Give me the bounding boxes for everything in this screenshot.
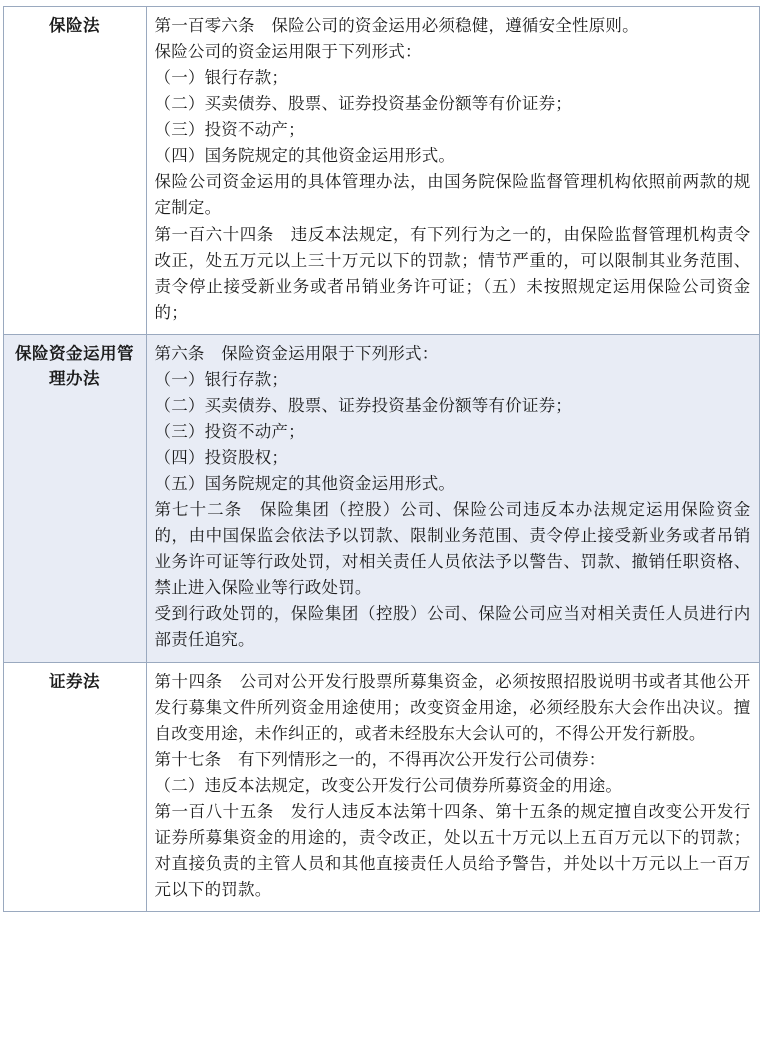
- table-body: [3, 7, 759, 912]
- clause-paragraph: 第一百六十四条 违反本法规定，有下列行为之一的，由保险监督管理机构责令改正，处五万元以上三十万元以下的罚款；情节严重的，可以限制其业务范围、责令停止接受新业务或者吊销业务许可证；（五）未按照规定运用保险公司资金的；: [154, 224, 751, 322]
- table-row: [3, 334, 759, 662]
- clause-paragraph: 第十四条 公司对公开发行股票所募集资金，必须按照招股说明书或者其他公开发行募集文件所列资金用途使用；改变资金用途，必须经股东大会作出决议。擅自改变用途，未作纠正的，或者未经股东大会认可的，不得公开发行新股。: [154, 671, 751, 743]
- clause-paragraph: （五）国务院规定的其他资金运用形式。: [154, 474, 456, 494]
- law-clauses-cell: [146, 662, 759, 912]
- clause-paragraph: 受到行政处罚的，保险集团（控股）公司、保险公司应当对相关责任人员进行内部责任追究。: [154, 604, 751, 650]
- clause-paragraph: 第七十二条 保险集团（控股）公司、保险公司违反本办法规定运用保险资金的，由中国保监会依法予以罚款、限制业务范围、责令停止接受新业务或者吊销业务许可证等行政处罚，对相关责任人员依法予以警告、罚款、撤销任职资格、禁止进入保险业等行政处罚。: [154, 500, 751, 598]
- clause-paragraph: （一）银行存款；: [154, 68, 289, 88]
- law-clauses-cell: [146, 334, 759, 662]
- law-comparison-table: [3, 6, 760, 912]
- table-row: [3, 7, 759, 335]
- law-name-cell: 保险资金运用管理办法: [3, 334, 146, 662]
- law-name-cell: 保险法: [3, 7, 146, 335]
- clause-paragraph: 第十七条 有下列情形之一的，不得再次公开发行公司债券：: [154, 749, 606, 769]
- clause-paragraph: 保险公司的资金运用限于下列形式：: [154, 42, 422, 62]
- clause-paragraph: 第六条 保险资金运用限于下列形式：: [154, 343, 439, 363]
- clause-paragraph: （二）买卖债券、股票、证券投资基金份额等有价证券；: [154, 94, 572, 114]
- clause-paragraph: 保险公司资金运用的具体管理办法，由国务院保险监督管理机构依照前两款的规定制定。: [154, 172, 751, 218]
- clause-paragraph: （二）买卖债券、股票、证券投资基金份额等有价证券；: [154, 395, 572, 415]
- table-row: [3, 662, 759, 912]
- clause-paragraph: 第一百八十五条 发行人违反本法第十四条、第十五条的规定擅自改变公开发行证券所募集资金的用途的，责令改正，处以五十万元以上五百万元以下的罚款；对直接负责的主管人员和其他直接责任人员给予警告，并处以十万元以上一百万元以下的罚款。: [154, 801, 751, 899]
- clause-paragraph: （四）国务院规定的其他资金运用形式。: [154, 146, 456, 166]
- law-name-cell: 证券法: [3, 662, 146, 912]
- law-clauses-cell: [146, 7, 759, 335]
- clause-paragraph: （一）银行存款；: [154, 369, 289, 389]
- clause-paragraph: （三）投资不动产；: [154, 421, 305, 441]
- clause-paragraph: （二）违反本法规定，改变公开发行公司债券所募资金的用途。: [154, 775, 623, 795]
- clause-paragraph: 第一百零六条 保险公司的资金运用必须稳健，遵循安全性原则。: [154, 16, 639, 35]
- clause-paragraph: （四）投资股权；: [154, 448, 289, 467]
- clause-paragraph: （三）投资不动产；: [154, 120, 305, 140]
